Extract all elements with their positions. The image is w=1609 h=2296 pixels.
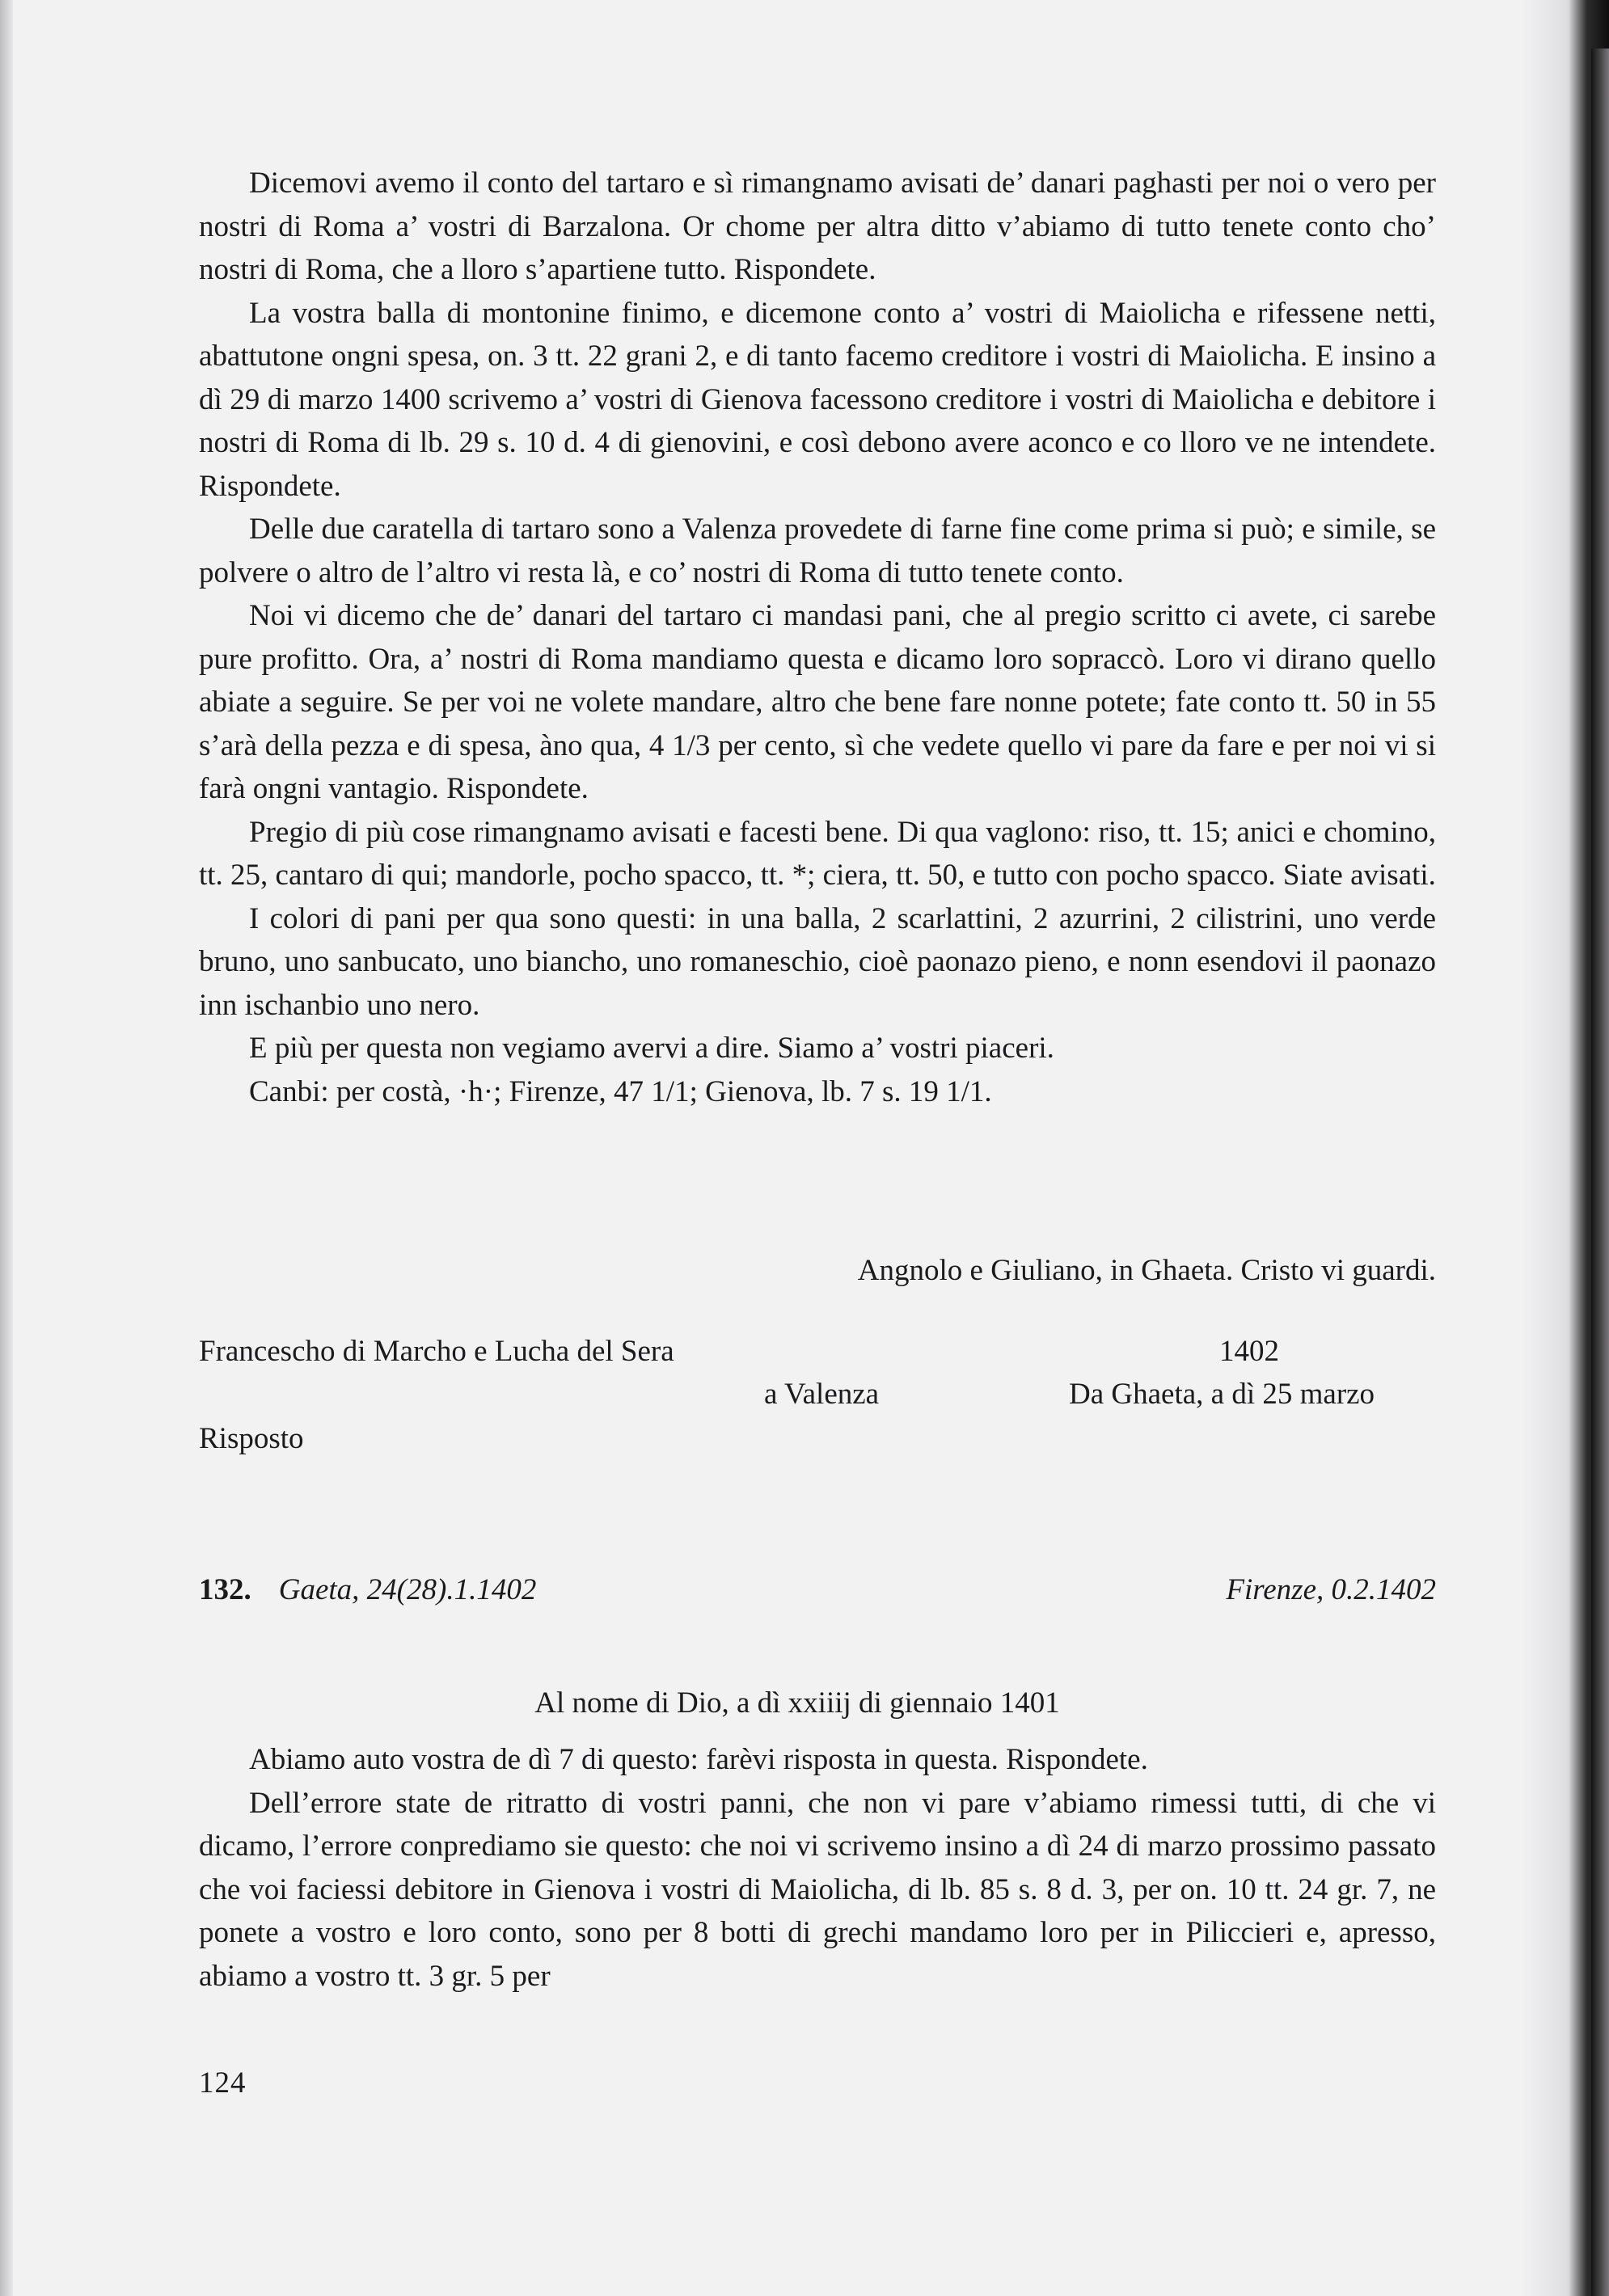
answered-note: Risposto <box>199 1422 304 1455</box>
paragraph: I colori di pani per qua sono questi: in una balla, 2 scarlattini, 2 azurrini, 2 cilistrini, uno verde bruno, uno sanbucato, uno biancho, uno romaneschio, cioè paonazo pieno, e nonn esendovi il paonazo inn ischanbio uno nero. <box>199 901 1436 1022</box>
address-place: a Valenza <box>764 1378 880 1411</box>
salutation-text: Al nome di Dio, a dì xxiiij di giennaio 1401 <box>534 1686 1060 1720</box>
address-recipient: Francescho di Marcho e Lucha del Sera <box>199 1335 674 1368</box>
letter-131-body <box>199 162 1436 1113</box>
paragraph: Pregio di più cose rimangnamo avisati e facesti bene. Di qua vaglono: riso, tt. 15; anici e chomino, tt. 25, cantaro di qui; mandorle, pocho spacco, tt. *; ciera, tt. 50, e tutto con pocho spacco. Siate avisati. <box>199 815 1436 892</box>
letter-number: 132. <box>199 1573 251 1606</box>
paragraph: Delle due caratella di tartaro sono a Valenza provedete di farne fine come prima si può; e simile, se polvere o altro de l’altro vi resta là, e co’ nostri di Roma di tutto tenete conto. <box>199 513 1436 589</box>
paragraph: Noi vi dicemo che de’ danari del tartaro ci mandasi pani, che al pregio scritto ci avete, ci sarebe pure profitto. Ora, a’ nostri di Roma mandiamo questa e dicamo loro sopraccò. Loro vi dirano quello abiate a seguire. Se per voi ne volete mandare, altro che bene fare nonne potete; fate conto tt. 50 in 55 s’arà della pezza e di spesa, àno qua, 4 1/3 per cento, sì che vedete quello vi pare da fare e per noi vi si farà ongni vantagio. Rispondete. <box>199 599 1436 805</box>
page-left-edge <box>0 0 13 2296</box>
paragraph: Dicemovi avemo il conto del tartaro e sì rimangnamo avisati de’ danari paghasti per noi o vero per nostri di Roma a’ vostri di Barzalona. Or chome per altra ditto v’abiamo di tutto tenete conto cho’ nostri di Roma, che a lloro s’apartiene tutto. Rispondete. <box>199 167 1436 286</box>
letter-destination: Firenze, 0.2.1402 <box>1226 1573 1436 1606</box>
received-note: Da Ghaeta, a dì 25 marzo <box>1069 1378 1375 1411</box>
letter-132-body <box>199 1738 1436 1998</box>
letter-salutation <box>0 1686 1609 1720</box>
letter-signature: Angnolo e Giuliano, in Ghaeta. Cristo vi guardi. <box>857 1254 1436 1287</box>
paragraph: Canbi: per costà, ·h·; Firenze, 47 1/1; Gienova, lb. 7 s. 19 1/1. <box>249 1074 992 1108</box>
paragraph: Abiamo auto vostra de dì 7 di questo: farèvi risposta in questa. Rispondete. <box>249 1743 1148 1776</box>
paragraph: La vostra balla di montonine finimo, e dicemone conto a’ vostri di Maiolicha e rifessene netti, abattutone ongni spesa, on. 3 tt. 22 grani 2, e di tanto facemo creditore i vostri di Maiolicha. E insino a dì 29 di marzo 1400 scrivemo a’ vostri di Gienova facessono creditore i vostri di Maiolicha e debitore i nostri di Roma di lb. 29 s. 10 d. 4 di gienovini, e così debono avere aconco e co lloro ve ne intendete. Rispondete. <box>199 296 1436 503</box>
address-year: 1402 <box>1219 1335 1279 1368</box>
page-number: 124 <box>199 2066 247 2100</box>
book-binding-edge <box>1591 49 1609 2296</box>
letter-132-header <box>199 1572 536 1607</box>
paragraph: Dell’errore state de ritratto di vostri panni, che non vi pare v’abiamo rimessi tutti, di che vi dicamo, l’errore conprediamo sie questo: che noi vi scrivemo insino a dì 24 di marzo prossimo passato che voi faciessi debitore in Gienova i vostri di Maiolicha, di lb. 85 s. 8 d. 3, per on. 10 tt. 24 gr. 7, ne ponete a vostro e loro conto, sono per 8 botti di grechi mandamo loro per in Piliccieri e, apresso, abiamo a vostro tt. 3 gr. 5 per <box>199 1786 1436 1993</box>
letter-origin: Gaeta, 24(28).1.1402 <box>278 1573 537 1606</box>
paragraph: E più per questa non vegiamo avervi a dire. Siamo a’ vostri piaceri. <box>249 1032 1054 1065</box>
